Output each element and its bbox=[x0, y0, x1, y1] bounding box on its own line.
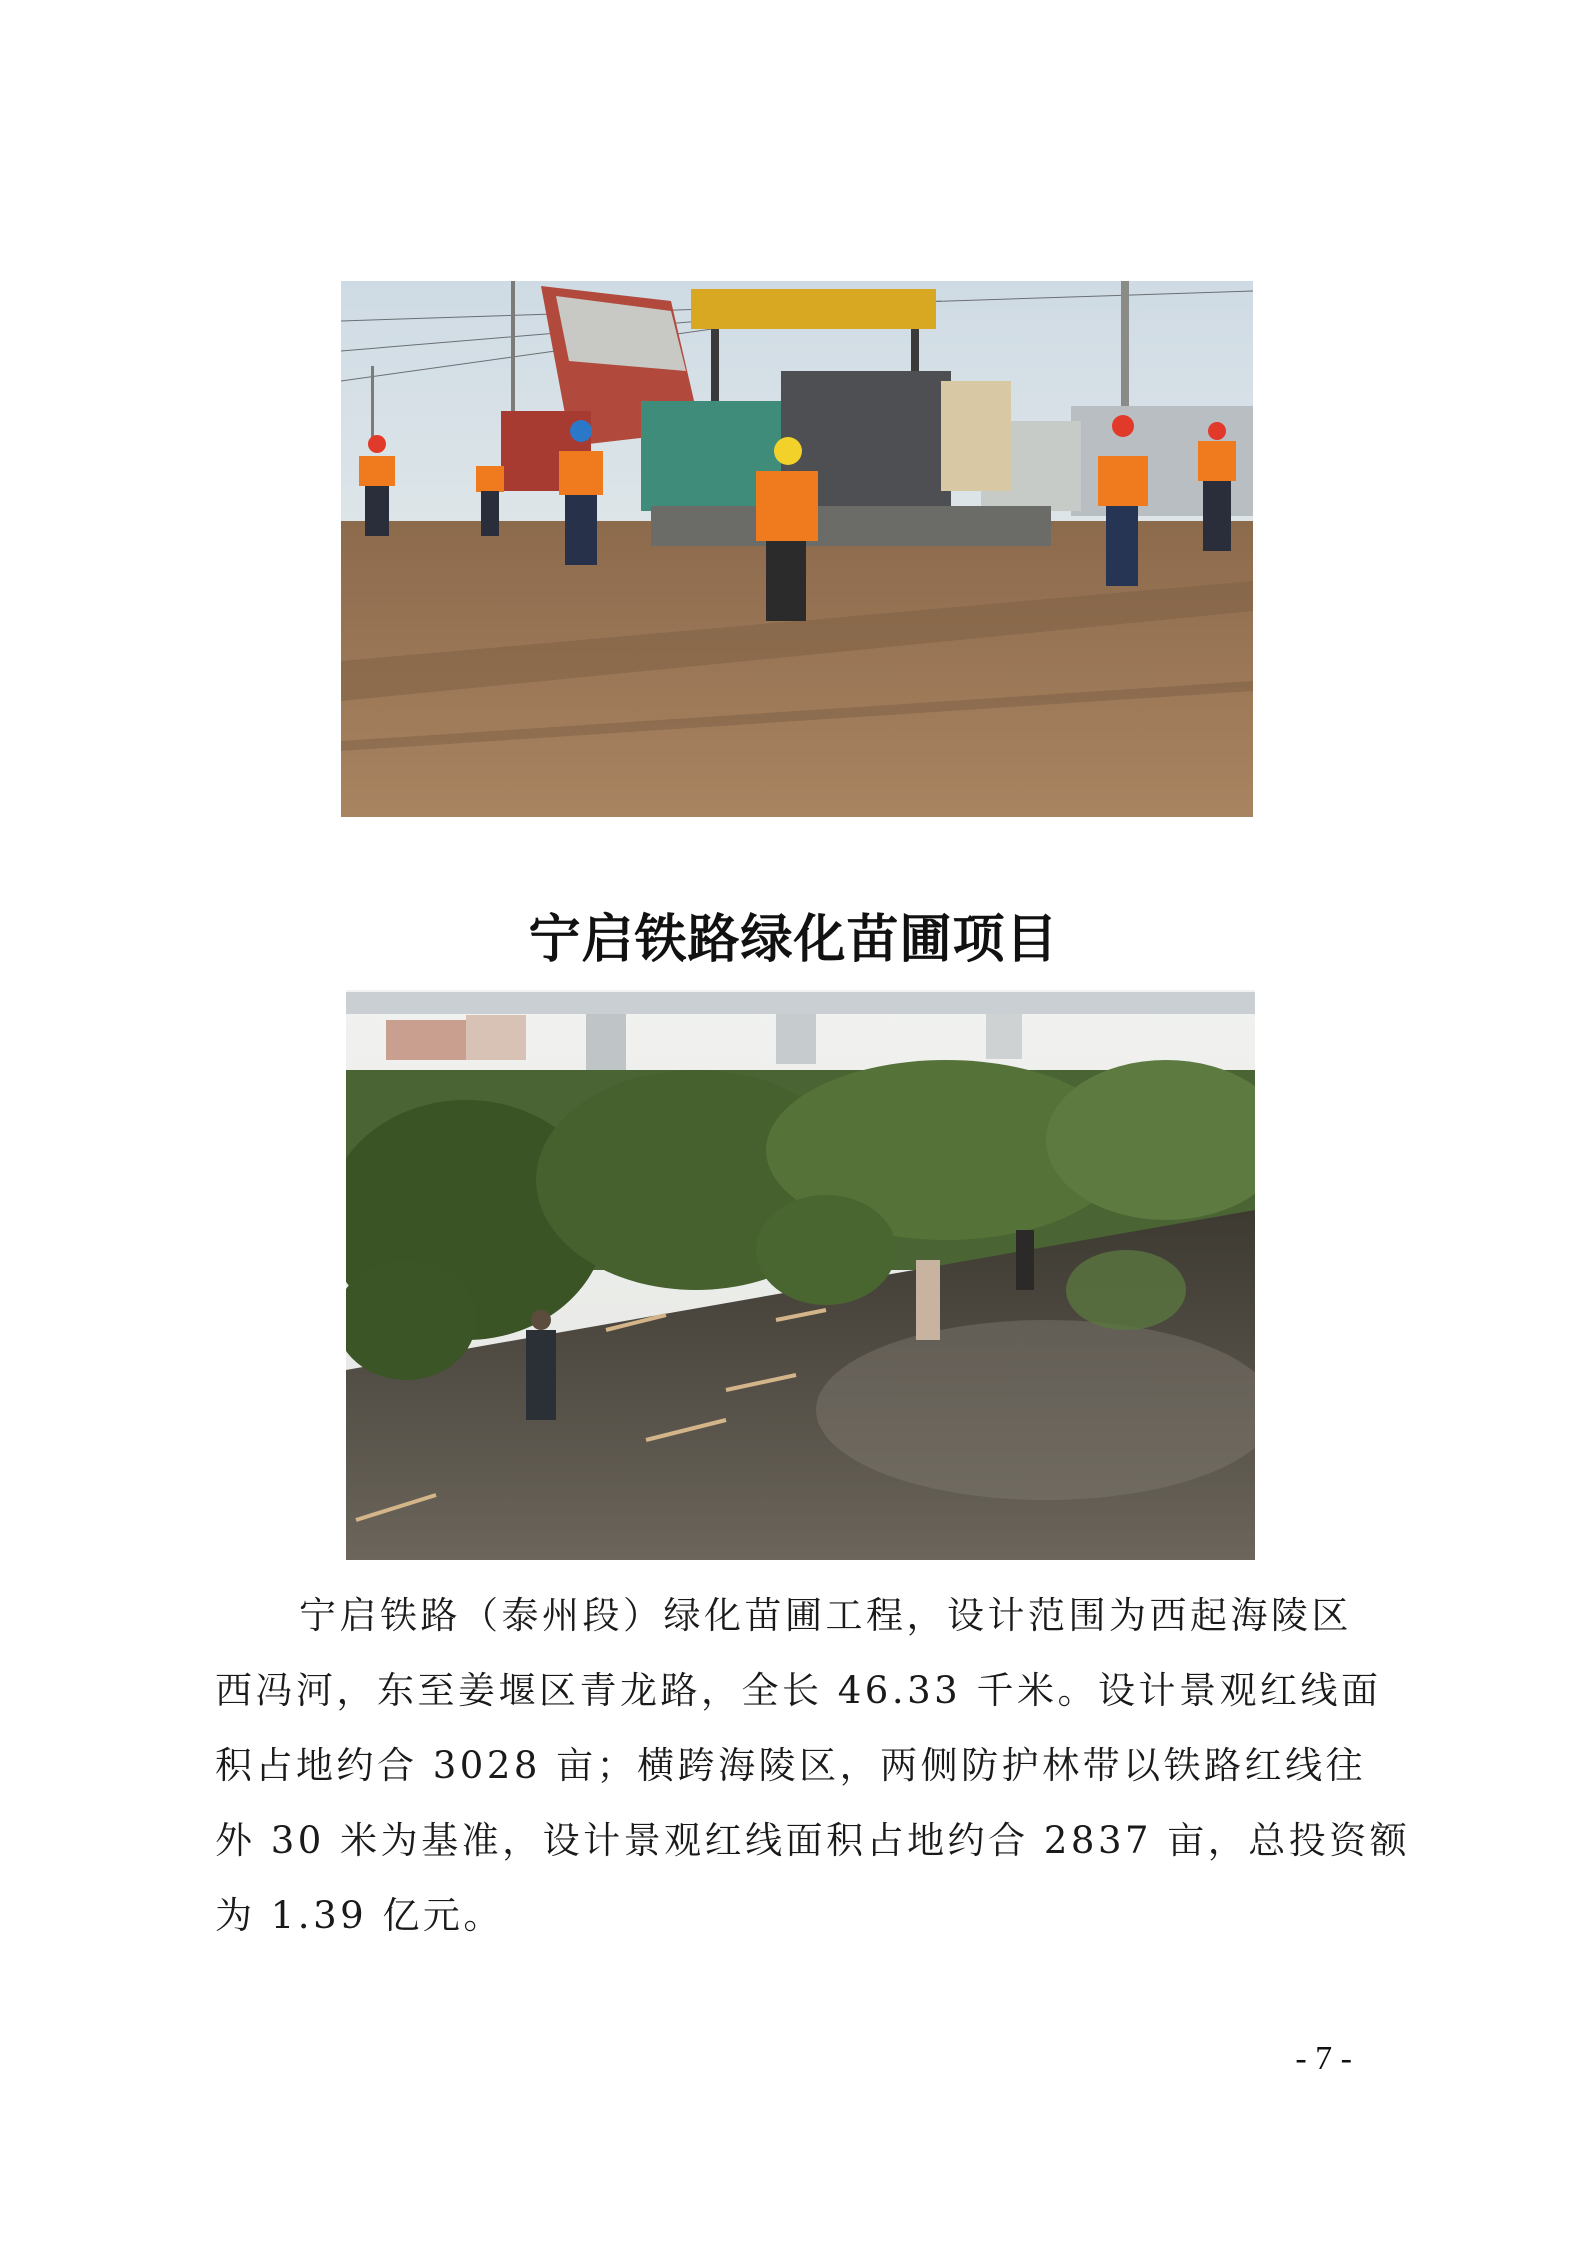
paragraph-line: 西冯河，东至姜堰区青龙路，全长 46.33 千米。设计景观红线面 bbox=[215, 1669, 1382, 1712]
page-number: - 7 - bbox=[1295, 2040, 1352, 2077]
railway-nursery-photo bbox=[346, 990, 1255, 1560]
project-description bbox=[215, 1578, 1411, 1953]
paragraph-line: 为 1.39 亿元。 bbox=[215, 1894, 504, 1937]
project-heading: 宁启铁路绿化苗圃项目 bbox=[528, 910, 1059, 970]
paragraph-line: 外 30 米为基准，设计景观红线面积占地约合 2837 亩，总投资额 bbox=[215, 1819, 1411, 1862]
paragraph-line: 积占地约合 3028 亩；横跨海陵区，两侧防护林带以铁路红线往 bbox=[215, 1744, 1367, 1787]
paragraph-line-text: 宁启铁路（泰州段）绿化苗圃工程，设计范围为西起海陵区 bbox=[299, 1594, 1352, 1637]
paragraph-line bbox=[215, 1578, 1393, 1653]
construction-paving-photo bbox=[341, 281, 1253, 817]
